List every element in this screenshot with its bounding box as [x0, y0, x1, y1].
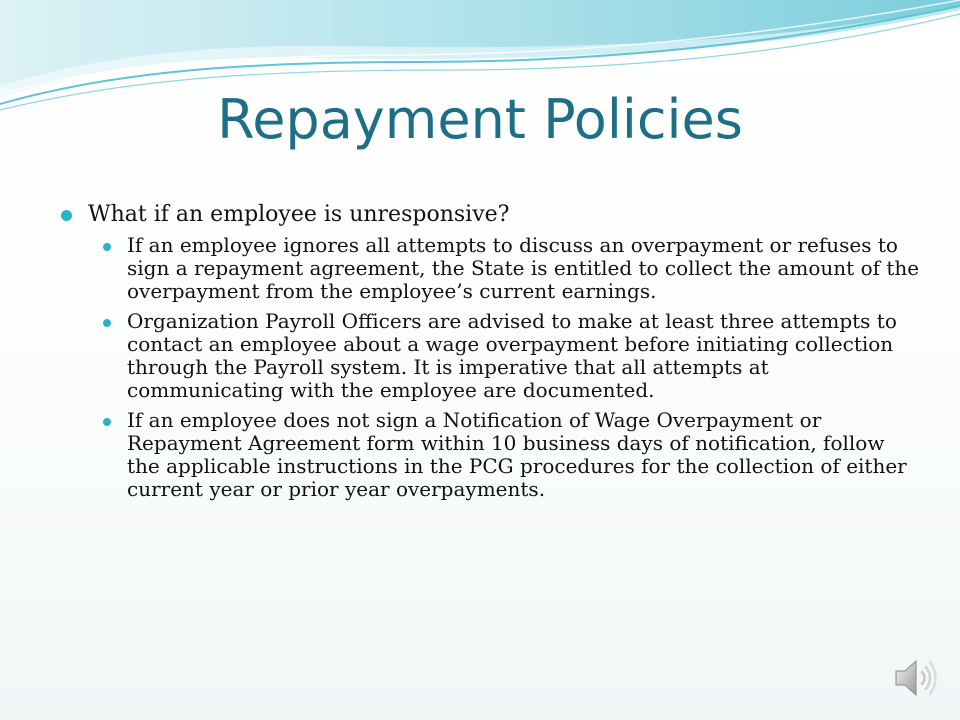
sub-bullet-text: If an employee ignores all attempts to discuss an overpayment or refuses to sign a repayment agreement, the State is entitled to collect the amount of the overpayment from the employee’s current earnings.: [127, 233, 920, 303]
sub-bullet-item: [101, 310, 920, 402]
sub-bullet-dot-icon: [103, 418, 111, 426]
sub-bullet-dot-icon: [103, 243, 111, 251]
sub-bullet-list: [60, 234, 920, 501]
bullet-content: [60, 200, 920, 508]
bullet-item: [60, 200, 920, 230]
sub-bullet-text: If an employee does not sign a Notification of Wage Overpayment or Repayment Agreement form within 10 business days of notification, follow the applicable instructions in the PCG procedures for the collection of either current year or prior year overpayments.: [127, 408, 907, 501]
slide-title: Repayment Policies: [217, 88, 743, 151]
speaker-icon[interactable]: [892, 654, 942, 702]
sub-bullet-item: [101, 234, 920, 303]
bullet-dot-icon: [61, 210, 72, 221]
sub-bullet-text: Organization Payroll Officers are advised to make at least three attempts to contact an employee about a wage overpayment before initiating collection through the Payroll system. It is imperative that all attempts at communicating with the employee are documented.: [127, 309, 897, 402]
sub-bullet-dot-icon: [103, 319, 111, 327]
bullet-text: What if an employee is unresponsive?: [88, 202, 510, 227]
sub-bullet-item: [101, 409, 920, 501]
